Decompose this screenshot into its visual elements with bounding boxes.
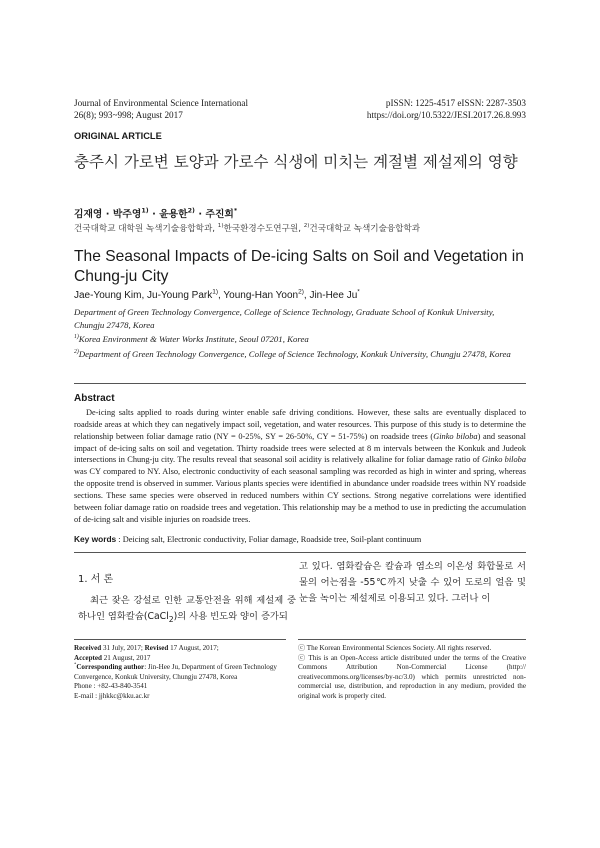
affil-ko-2: 한국환경수도연구원, [223,224,304,234]
abstract-species-2: Ginko biloba [481,455,526,465]
footnote-rule-left [74,639,286,640]
korean-affiliations [74,222,420,234]
corresponding-label: Corresponding author [76,663,145,672]
author-en-1: Jae-Young Kim, Ju-Young Park [74,290,213,301]
intro-right-column: 고 있다. 염화칼슘은 칼슘과 염소의 이온성 화합물로 서 물의 어는점을 -55℃까지 낮출 수 있어 도로의 얼음 및 눈을 녹이는 제설제로 이용되고 있다. 그러나 이 [299,561,526,604]
email-line[interactable]: E-mail : jjhkkc@kku.ac.kr [74,691,150,700]
author-en-2-sup: 2) [298,288,304,296]
intro-left-column [78,593,296,628]
affil-ko-1: 건국대학교 대학원 녹색기술융합학과, [74,224,218,234]
korean-title: 충주시 가로변 토양과 가로수 식생에 미치는 계절별 제설제의 영향 [74,153,518,171]
affil-en-2 [74,333,526,346]
issn-block [367,98,526,121]
accepted-line [74,654,288,664]
abstract-part-2: ) and seasonal impact of de-icing salts on soil and vegetation. Thirty roadside trees were selected at 8 m intervals between the Konkuk and Judeok intersections in Chung-ju city. The results reveal that seasonal soil acidity is relatively alkaline for foliar damage ratio of [74,431,526,465]
abstract-part-1: De-icing salts applied to roads during winter enable safe driving conditions. However, these salts are eventually displaced to roadside areas at which they can negatively impact soil, vegetation, and water resources. This purpose of this study is to determine the relationship between foliar damage ratio (NY = 0-25%, SY = 26-50%, CY = 51-75%) on roadside trees ( [74,408,526,441]
affil-ko-sup-1: 1) [217,223,224,230]
author-ko-3: · 주진희 [194,209,234,220]
author-en-3: , Jin-Hee Ju [303,290,358,301]
journal-citation [74,98,248,121]
affil-ko-sup-2: 2) [303,223,310,230]
journal-name: Journal of Environmental Science International [74,98,248,108]
phone-line: Phone : +82-43-840-3541 [74,682,148,691]
accepted-date: 21 August, 2017 [101,653,151,662]
corresponding-text: : Jin-Hee Ju, Department of Green Technology Convergence, Konkuk University, Chungju 27478, Korea [74,663,277,681]
doi-link[interactable]: https://doi.org/10.5322/JESI.2017.26.8.993 [366,109,526,120]
abstract-heading: Abstract [74,393,115,404]
footnote-rule-right [298,639,526,640]
affil-en-1: Department of Green Technology Convergence, College of Science Technology, Graduate School of Konkuk University, Chungju 27478, Korea [74,307,495,330]
affil-en-2-sup: 1) [74,334,79,341]
journal-volume: 26(8); 993~998; August 2017 [74,109,183,120]
abstract-species-1: Ginko biloba [433,431,478,441]
abstract-text [74,407,526,525]
author-ko-1-sup: 1) [141,206,149,215]
copyright-line: ⓒ The Korean Environmental Sciences Society. All rights reserved. [298,644,492,652]
section-heading-introduction: 1. 서 론 [78,574,114,585]
english-title: The Seasonal Impacts of De-icing Salts on Soil and Vegetation in Chung-ju City [74,248,524,285]
affil-en-3 [74,348,526,361]
affil-ko-3: 건국대학교 녹색기술융합학과 [309,224,421,234]
english-authors [74,290,360,301]
author-ko-3-sup: * [233,206,238,215]
author-ko-1: 김재영 · 박주영 [74,209,142,220]
abstract-top-rule [74,383,526,384]
footnote-license [298,644,526,702]
received-revised-line [74,644,288,654]
corresponding-sup: * [74,661,77,667]
issn-numbers: pISSN: 1225-4517 eISSN: 2287-3503 [385,98,526,108]
keywords [74,534,526,544]
revised-label: Revised [144,644,169,652]
footnote-dates-correspondence [74,644,288,702]
korean-authors [74,206,237,220]
received-date: 31 July, 2017; [101,644,145,652]
affil-en-3-sup: 2) [74,348,79,355]
article-type-label: ORIGINAL ARTICLE [74,131,162,141]
keywords-label: Key words [74,534,117,544]
affil-en-2-text: Korea Environment & Water Works Institute, Seoul 07201, Korea [78,334,309,345]
author-en-2: , Young-Han Yoon [218,290,299,301]
affil-en-3-text: Department of Green Technology Convergence, College of Science Technology, Konkuk University, Chungju 27478, Korea [78,348,511,359]
corresponding-author [74,663,288,682]
author-ko-2-sup: 2) [187,206,195,215]
license-text: ⓒ This is an Open-Access article distributed under the terms of the Creative Commons Attribution Non-Commercial License (http:// creativecommons.org/licenses/by-nc/3.0) which permits unrestricted non-commercial use, distribution, and reproduction in any medium, provided the original work is properly cited. [298,653,526,700]
author-ko-2: · 윤용한 [148,209,188,220]
abstract-part-3: was CY compared to NY. Also, electronic conductivity of each seasonal sampling was recorded as high in winter and spring, whereas the opposite trend is observed in summer. Various plants species were identified in abundance under roadside trees within NY roadside sections. These same species were observed in reduced numbers within CY sections. Strong negative correlations were identified between foliar damage ratio on roadside trees and vegetation. This relationship may be a method to use in predicting the accumulation of de-icing salt and visible injuries on roadside trees. [74,467,526,524]
intro-left-subscript: 2 [168,614,174,624]
author-en-1-sup: 1) [212,288,219,296]
revised-date: 17 August, 2017; [168,644,219,652]
abstract-bottom-rule [74,552,526,553]
english-affiliations [74,306,526,362]
keywords-text: : Deicing salt, Electronic conductivity, Foliar damage, Roadside tree, Soil-plant continuum [116,535,422,544]
received-label: Received [74,644,102,652]
accepted-label: Accepted [74,653,102,662]
intro-left-part-1: 최근 잦은 강설로 인한 교통안전을 위해 제설제 중 하나인 염화칼슘(CaCl [78,595,296,622]
intro-left-part-2: )의 사용 빈도와 양이 증가되 [173,611,288,622]
author-en-3-sup: * [357,288,360,296]
